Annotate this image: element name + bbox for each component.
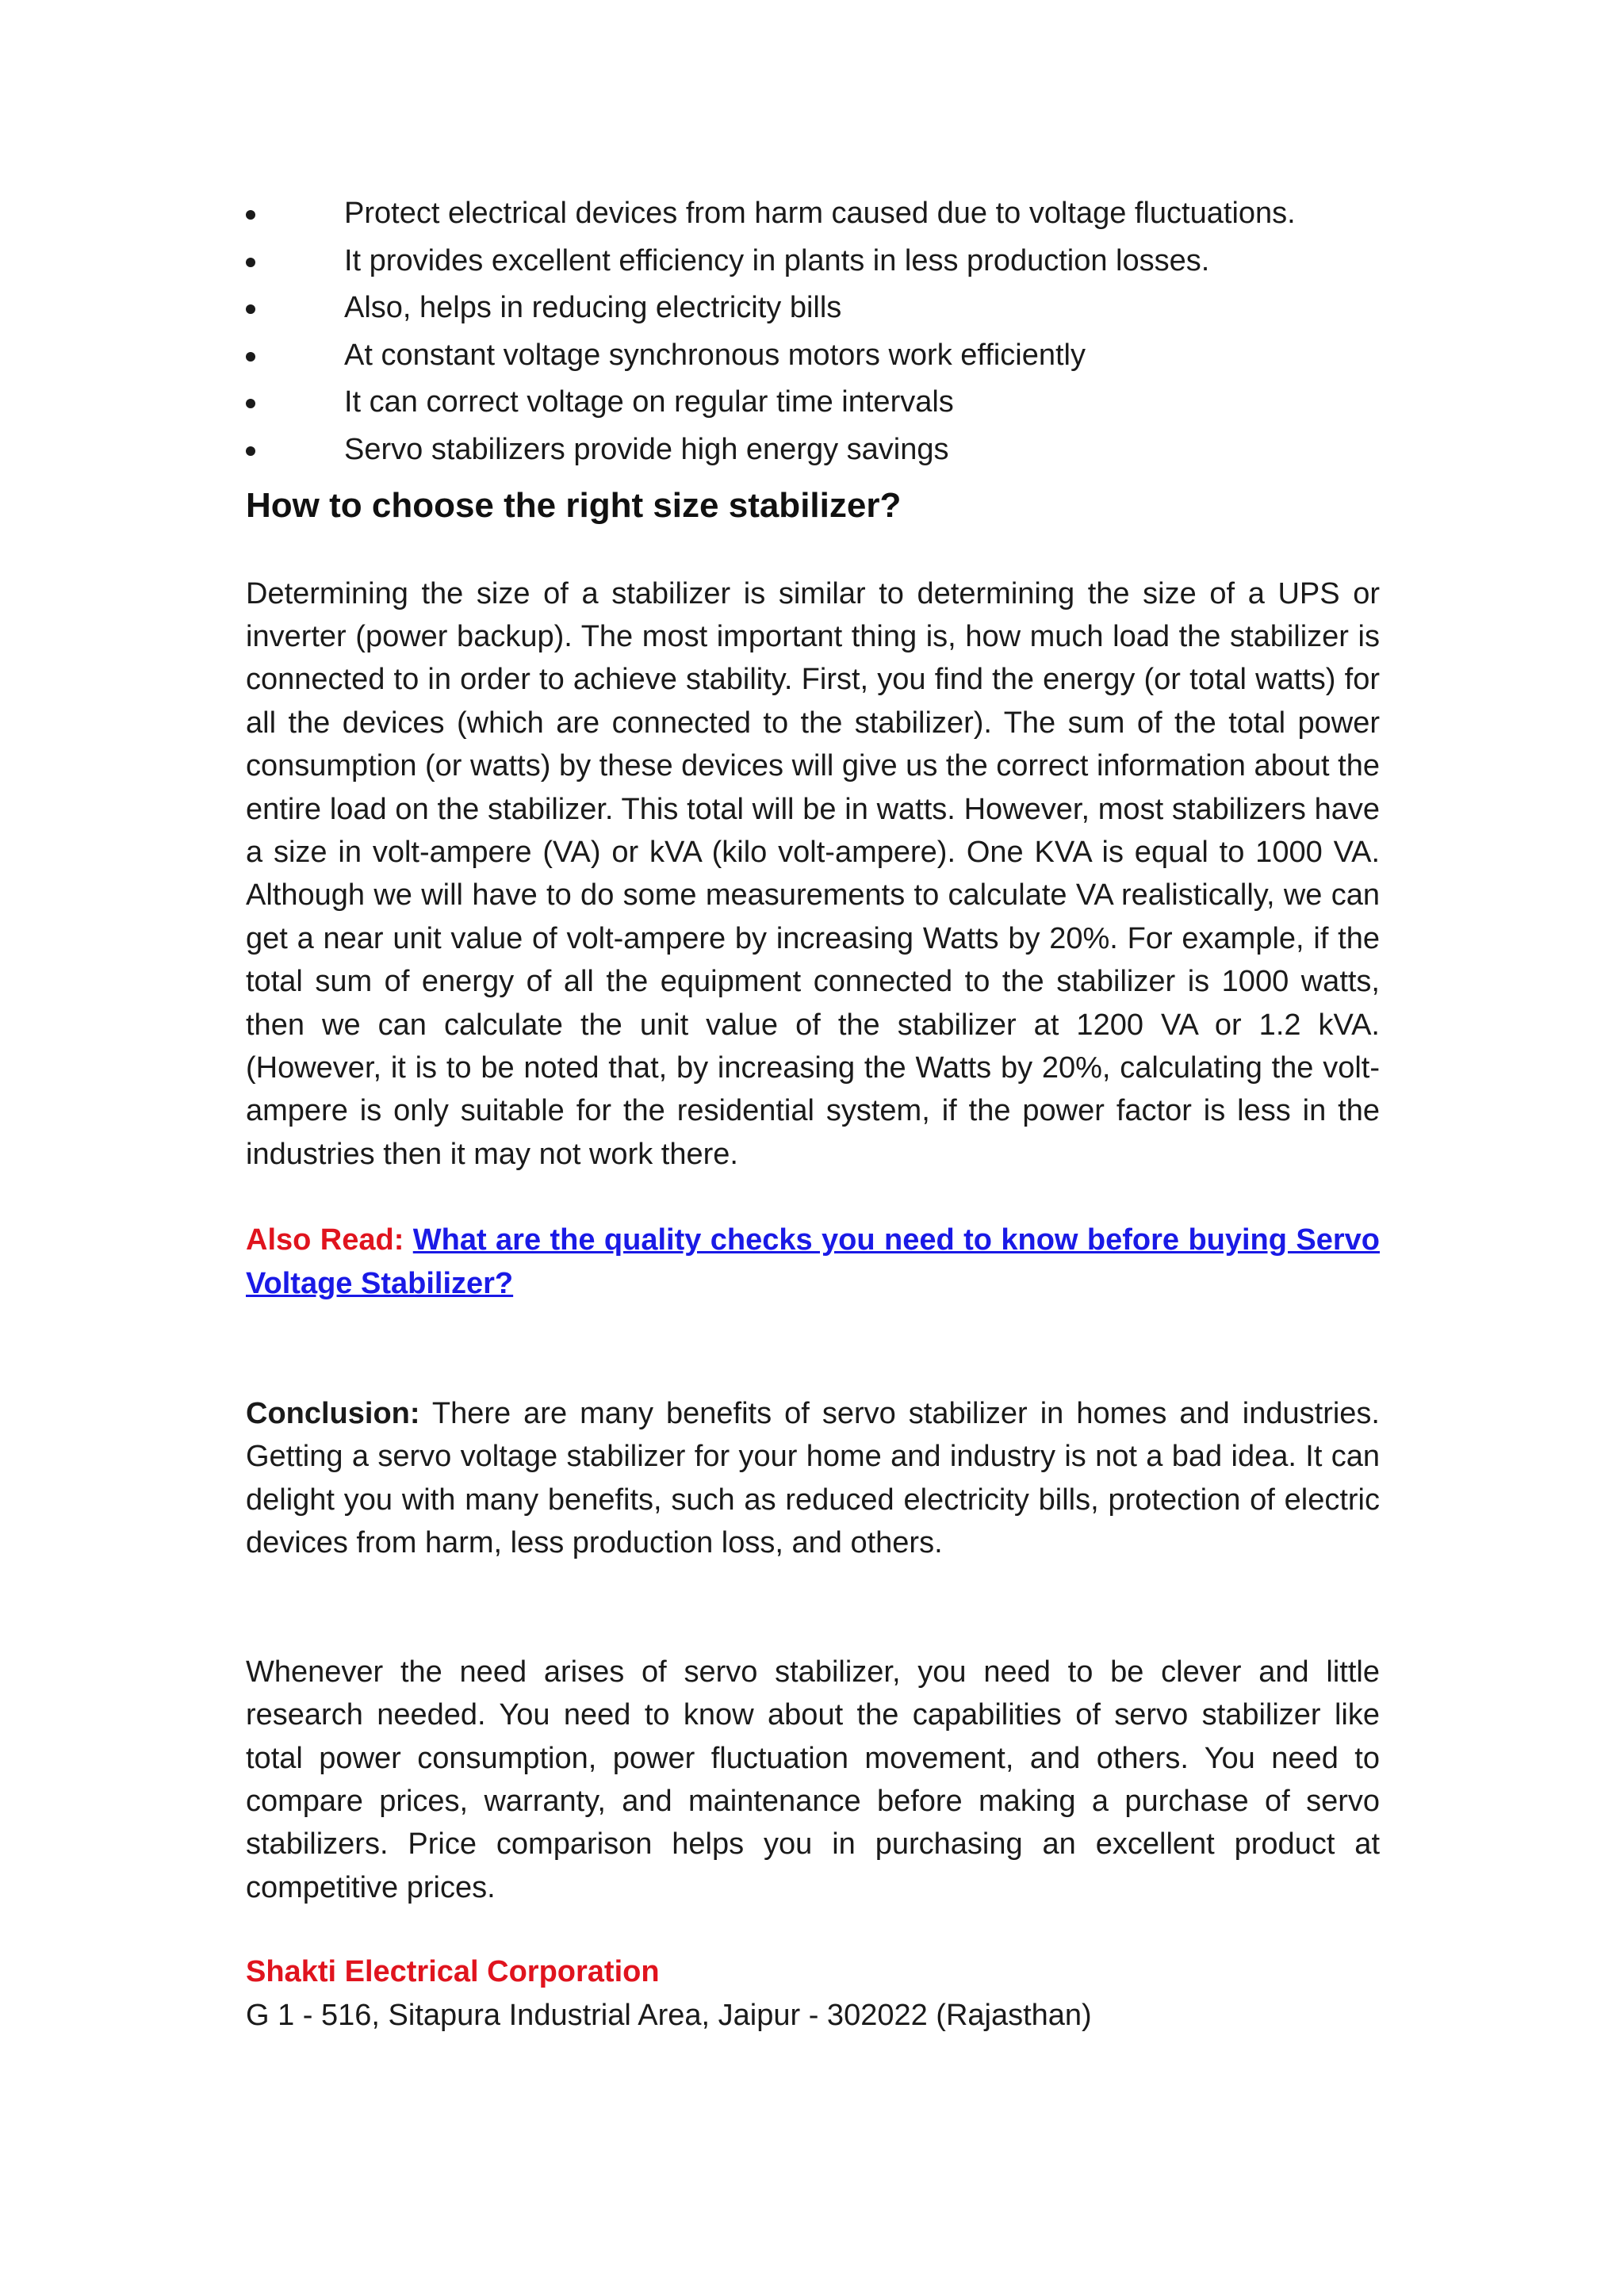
bullet-icon — [246, 258, 255, 267]
bullet-icon — [246, 304, 255, 314]
list-item-text: Servo stabilizers provide high energy savings — [344, 432, 949, 466]
conclusion-label: Conclusion: — [246, 1397, 420, 1431]
bullet-icon — [246, 352, 255, 362]
bullet-icon — [246, 210, 255, 220]
list-item — [246, 427, 1380, 474]
document-page — [246, 190, 1380, 2037]
list-item — [246, 190, 1380, 238]
list-item-text: It provides excellent efficiency in plants in less production losses. — [344, 243, 1210, 277]
benefits-list — [246, 190, 1380, 474]
conclusion-paragraph — [246, 1392, 1380, 1565]
also-read — [246, 1219, 1380, 1305]
section-heading: How to choose the right size stabilizer? — [246, 485, 902, 525]
closing-paragraph: Whenever the need arises of servo stabilizer, you need to be clever and little research needed. You need to know about the capabilities of servo stabilizer like total power consumption, power fluctuation movement, and others. You need to compare prices, warranty, and maintenance before making a purchase of servo stabilizers. Price comparison helps you in purchasing an excellent product at competitive prices. — [246, 1655, 1380, 1904]
list-item-text: It can correct voltage on regular time intervals — [344, 385, 954, 419]
list-item-text: At constant voltage synchronous motors work efficiently — [344, 338, 1086, 372]
conclusion-text: There are many benefits of servo stabilizer in homes and industries. Getting a servo voltage stabilizer for your home and industry is not a bad idea. It can delight you with many benefits, such as reduced electricity bills, protection of electric devices from harm, less production loss, and others. — [246, 1397, 1380, 1560]
bullet-icon — [246, 399, 255, 408]
list-item-text: Also, helps in reducing electricity bills — [344, 291, 842, 325]
also-read-link[interactable]: What are the quality checks you need to know before buying Servo Voltage Stabilizer? — [246, 1223, 1380, 1300]
list-item — [246, 332, 1380, 380]
company-name: Shakti Electrical Corporation — [246, 1955, 660, 1989]
sizing-paragraph: Determining the size of a stabilizer is similar to determining the size of a UPS or inverter (power backup). The most important thing is, how much load the stabilizer is connected to in order to achieve stability. First, you find the energy (or total watts) for all the devices (which are connected to the stabilizer). The sum of the total power consumption (or watts) by these devices will give us the correct information about the entire load on the stabilizer. This total will be in watts. However, most stabilizers have a size in volt-ampere (VA) or kVA (kilo volt-ampere). One KVA is equal to 1000 VA. Although we will have to do some measurements to calculate VA realistically, we can get a near unit value of volt-ampere by increasing Watts by 20%. For example, if the total sum of energy of all the equipment connected to the stabilizer is 1000 watts, then we can calculate the unit value of the stabilizer at 1200 VA or 1.2 kVA. (However, it is to be noted that, by increasing the Watts by 20%, calculating the volt-ampere is only suitable for the residential system, if the power factor is less in the industries then it may not work there. — [246, 576, 1380, 1171]
list-item-text: Protect electrical devices from harm caused due to voltage fluctuations. — [344, 197, 1296, 230]
company-address: G 1 - 516, Sitapura Industrial Area, Jaipur - 302022 (Rajasthan) — [246, 1998, 1092, 2032]
also-read-separator: : — [393, 1223, 413, 1257]
bullet-icon — [246, 446, 255, 456]
list-item — [246, 238, 1380, 285]
list-item — [246, 379, 1380, 427]
also-read-label: Also Read — [246, 1223, 394, 1257]
list-item — [246, 285, 1380, 332]
